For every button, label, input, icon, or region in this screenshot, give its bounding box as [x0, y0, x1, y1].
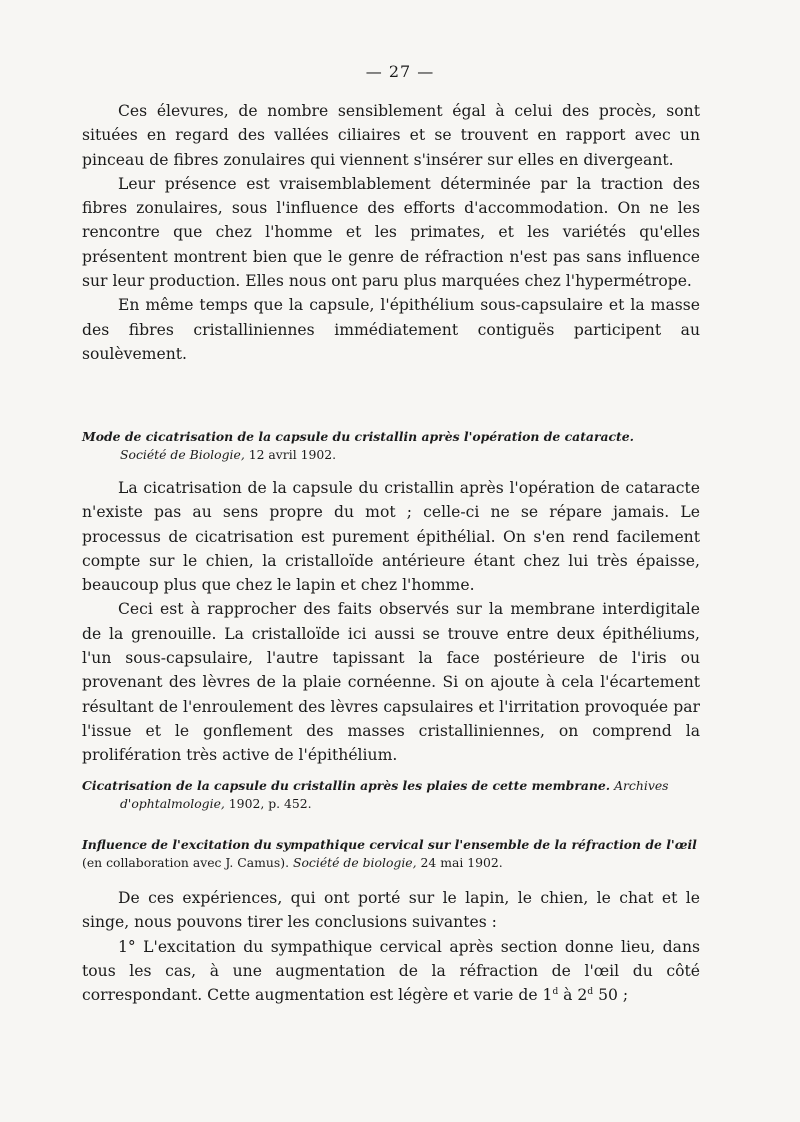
conclusion-mid: à 2 — [558, 986, 588, 1005]
reference-title: Cicatrisation de la capsule du cristallin après les plaies de cette membrane. — [82, 778, 611, 793]
superscript-d: d — [587, 987, 594, 997]
reference-journal: Société de Biologie, — [120, 447, 245, 462]
section-experiences — [82, 886, 700, 1007]
paragraph: La cicatrisation de la capsule du cristallin après l'opération de cataracte n'existe pas au sens propre du mot ; celle-ci ne se répare jamais. Le processus de cicatrisation est purement épithélial. On s'en rend facilement compte sur le chien, la cristalloïde antérieure étant chez lui très épaisse, beaucoup plus que chez le lapin et chez l'homme. — [82, 479, 700, 595]
reference-source-line — [82, 795, 702, 813]
reference-plaies-membrane — [82, 777, 702, 813]
section-elevures — [82, 99, 700, 366]
section-cicatrisation — [82, 476, 700, 768]
conclusion-end: 50 ; — [593, 986, 629, 1005]
paragraph-conclusion-1 — [82, 935, 700, 1008]
reference-sympathique — [82, 836, 702, 872]
reference-cicatrisation-cataracte — [82, 428, 702, 464]
superscript-d: d — [552, 987, 559, 997]
reference-journal: Société de biologie, — [292, 855, 417, 870]
paragraph: En même temps que la capsule, l'épithélium sous-capsulaire et la masse des fibres cristalliniennes immédiatement contiguës participent au soulèvement. — [82, 296, 700, 363]
paragraph: Ces élevures, de nombre sensiblement égal à celui des procès, sont situées en regard des vallées ciliaires et se trouvent en rapport avec un pinceau de fibres zonulaires qui viennent s'insérer sur elles en divergeant. — [82, 102, 700, 169]
reference-title: Mode de cicatrisation de la capsule du cristallin après l'opération de cataracte. — [82, 429, 634, 444]
conclusion-text: 1° L'excitation du sympathique cervical après section donne lieu, dans tous les cas, à une augmentation de la réfraction de l'œil du côté correspondant. Cette augmentation est légère et varie de 1 — [82, 937, 700, 1005]
paragraph: De ces expériences, qui ont porté sur le lapin, le chien, le chat et le singe, nous pouvons tirer les conclusions suivantes : — [82, 889, 700, 932]
paragraph: Leur présence est vraisemblablement déterminée par la traction des fibres zonulaires, sous l'influence des efforts d'accommodation. On ne les rencontre que chez l'homme et les primates, et les variétés qu'elles présentent montrent bien que le genre de réfraction n'est pas sans influence sur leur production. Elles nous ont paru plus marquées chez l'hypermétrope. — [82, 174, 700, 291]
reference-title: Influence de l'excitation du sympathique cervical sur l'ensemble de la réfraction de l'œil — [82, 837, 697, 852]
reference-journal-cont: d'ophtalmologie, — [120, 796, 225, 811]
page-number: — 27 — — [365, 62, 435, 81]
reference-date: 24 mai 1902. — [420, 855, 503, 870]
reference-source-line — [82, 446, 702, 464]
reference-date: 1902, p. 452. — [228, 796, 312, 811]
reference-date: 12 avril 1902. — [248, 447, 337, 462]
reference-collaboration: (en collaboration avec J. Camus). — [82, 855, 290, 870]
reference-journal: Archives — [614, 778, 669, 793]
paragraph: Ceci est à rapprocher des faits observés sur la membrane interdigitale de la grenouille. La cristalloïde ici aussi se trouve entre deux épithéliums, l'un sous-capsulaire, l'autre tapissant la face postérieure de l'iris ou provenant des lèvres de la plaie cornéenne. Si on ajoute à cela l'écartement résultant de l'enroulement des lèvres capsulaires et l'irritation provoquée par l'issue et le gonflement des masses cristalliniennes, on comprend la prolifération très active de l'épithélium. — [82, 600, 700, 765]
